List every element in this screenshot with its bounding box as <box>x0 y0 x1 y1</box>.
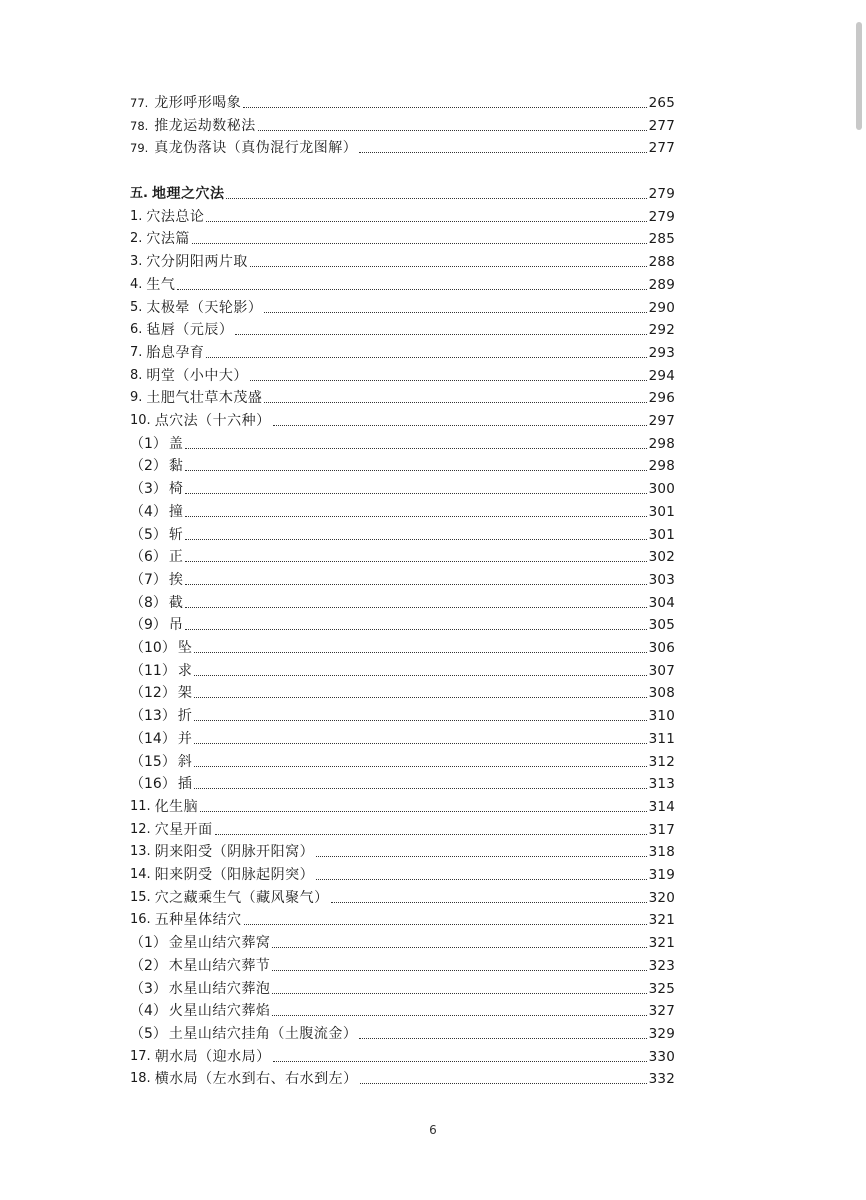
toc-entry-title: 横水局（左水到右、右水到左） <box>154 1071 358 1088</box>
toc-entry-page: 320 <box>648 889 675 906</box>
toc-entry-page: 298 <box>648 435 675 452</box>
toc-entry-title: 真龙伪落诀（真伪混行龙图解） <box>154 140 358 157</box>
toc-entry-number: 15. <box>130 889 151 905</box>
toc-entry[interactable] <box>130 680 675 702</box>
toc-entry[interactable] <box>130 363 675 385</box>
toc-entry-title: 推龙运劫数秘法 <box>154 117 256 134</box>
toc-entry[interactable] <box>130 385 675 407</box>
toc-entry-number: 79. <box>130 141 149 156</box>
dot-leader <box>185 492 646 494</box>
toc-entry-page: 314 <box>648 798 675 815</box>
toc-entry[interactable] <box>130 499 675 521</box>
dot-leader <box>185 583 646 585</box>
toc-entry-page: 290 <box>648 299 675 316</box>
toc-entry-number: 4. <box>130 276 143 292</box>
toc-entry-number: 8. <box>130 367 143 383</box>
toc-entry-number: （3） <box>130 980 167 997</box>
toc-entry[interactable] <box>130 703 675 725</box>
toc-entry-page: 312 <box>648 753 675 770</box>
section-heading[interactable] <box>130 181 675 203</box>
toc-entry-page: 321 <box>648 912 675 929</box>
toc-entry-number: 77. <box>130 96 149 110</box>
toc-entry[interactable] <box>130 1066 675 1088</box>
toc-entry[interactable] <box>130 113 675 135</box>
toc-entry[interactable] <box>130 907 675 929</box>
dot-leader <box>316 878 646 880</box>
dot-leader <box>185 515 646 517</box>
dot-leader <box>215 833 647 835</box>
toc-entry-title: 金星山结穴葬窝 <box>168 935 271 952</box>
toc-entry-number: （2） <box>130 957 167 974</box>
toc-entry-page: 300 <box>648 481 675 498</box>
toc-entry[interactable] <box>130 431 675 453</box>
toc-entry-page: 296 <box>648 390 675 407</box>
toc-entry-number: 14. <box>130 867 151 882</box>
toc-entry-title: 土肥气壮草木茂盛 <box>146 390 263 407</box>
dot-leader <box>194 674 646 676</box>
toc-entry-number: 9. <box>130 390 143 406</box>
toc-entry-title: 点穴法（十六种） <box>154 413 271 429</box>
toc-entry-page: 301 <box>648 503 675 520</box>
toc-entry-page: 279 <box>648 208 675 225</box>
toc-entry-title: 折 <box>177 708 193 725</box>
toc-entry-title: 穴星开面 <box>154 821 213 838</box>
toc-entry[interactable] <box>130 976 675 998</box>
toc-entry-number: 78. <box>130 118 149 133</box>
dot-leader <box>272 946 646 948</box>
dot-leader <box>185 447 646 449</box>
toc-entry-number: （6） <box>130 549 167 566</box>
toc-entry-title: 求 <box>177 662 193 679</box>
toc-entry-number: （7） <box>130 571 167 588</box>
toc-entry-title: 吊 <box>168 617 184 634</box>
toc-entry[interactable] <box>130 658 675 680</box>
toc-entry-number: （2） <box>130 458 167 475</box>
dot-leader <box>273 1060 647 1062</box>
toc-entry-number: （15） <box>130 753 176 770</box>
toc-entry-number: （8） <box>130 594 167 611</box>
scrollbar-thumb[interactable] <box>856 22 862 130</box>
toc-entry-number: 13. <box>130 844 151 860</box>
toc-entry-number: （16） <box>130 776 176 793</box>
toc-entry-page: 277 <box>648 117 675 134</box>
dot-leader <box>185 628 646 630</box>
toc-entry[interactable] <box>130 998 675 1020</box>
toc-entry-title: 明堂（小中大） <box>146 367 248 384</box>
toc-entry-page: 293 <box>648 344 675 361</box>
toc-entry-number: （13） <box>130 708 176 725</box>
toc-entry-page: 298 <box>648 458 675 475</box>
toc-entry-title: 毡唇（元辰） <box>146 322 234 339</box>
toc-entry[interactable] <box>130 135 675 157</box>
toc-entry-page: 317 <box>648 821 675 838</box>
toc-entry-page: 306 <box>648 640 675 656</box>
toc-entry[interactable] <box>130 590 675 612</box>
toc-entry[interactable] <box>130 476 675 498</box>
dot-leader <box>177 288 646 290</box>
toc-entry-title: 斩 <box>168 526 184 543</box>
toc-entry-page: 289 <box>648 276 675 293</box>
toc-entry-page: 297 <box>648 413 675 429</box>
toc-entry-number: 五. <box>130 186 148 201</box>
toc-entry[interactable] <box>130 930 675 952</box>
toc-entry-page: 332 <box>648 1071 675 1088</box>
toc-entry[interactable] <box>130 90 675 112</box>
toc-entry-page: 292 <box>648 322 675 339</box>
toc-entry-title: 插 <box>177 776 193 793</box>
toc-entry-number: 1. <box>130 208 143 224</box>
toc-entry[interactable] <box>130 226 675 248</box>
toc-entry-title: 阳来阴受（阳脉起阴突） <box>154 867 315 883</box>
toc-entry-page: 265 <box>648 95 675 111</box>
toc-entry-page: 311 <box>648 730 675 747</box>
toc-entry-page: 310 <box>648 708 675 725</box>
toc-entry-page: 307 <box>648 662 675 679</box>
toc-entry-title: 太极晕（天轮影） <box>146 299 263 316</box>
toc-entry-page: 288 <box>648 254 675 271</box>
dot-leader <box>243 106 646 108</box>
toc-entry[interactable] <box>130 544 675 566</box>
toc-entry-number: （9） <box>130 617 167 634</box>
toc-entry-title: 斜 <box>177 753 193 770</box>
toc-entry-title: 穴之藏乘生气（藏风聚气） <box>154 889 329 906</box>
toc-entry-title: 龙形呼形喝象 <box>154 95 242 111</box>
toc-entry-number: （10） <box>130 640 176 656</box>
dot-leader <box>185 469 646 471</box>
dot-leader <box>244 923 647 925</box>
toc-entry-title: 木星山结穴葬节 <box>168 957 271 974</box>
dot-leader <box>185 560 646 562</box>
toc-entry-page: 308 <box>648 685 675 702</box>
dot-leader <box>206 220 646 222</box>
toc-entry-page: 294 <box>648 367 675 384</box>
toc-entry[interactable] <box>130 635 675 657</box>
toc-entry[interactable] <box>130 1044 675 1066</box>
dot-leader <box>272 992 646 994</box>
toc-entry[interactable] <box>130 749 675 771</box>
dot-leader <box>316 855 646 857</box>
toc-entry-number: 12. <box>130 821 151 837</box>
toc-entry-title: 地理之穴法 <box>151 186 225 202</box>
toc-entry-title: 胎息孕育 <box>146 344 205 361</box>
toc-entry-title: 阴来阳受（阴脉开阳窝） <box>154 844 315 861</box>
toc-entry-number: （5） <box>130 526 167 543</box>
toc-entry-title: 并 <box>177 730 193 747</box>
toc-entry-page: 305 <box>648 617 675 634</box>
dot-leader <box>272 969 646 971</box>
toc-entry-number: （1） <box>130 435 167 452</box>
toc-entry-title: 朝水局（迎水局） <box>154 1048 271 1065</box>
toc-entry-title: 穴法篇 <box>146 231 190 248</box>
toc-entry-title: 化生脑 <box>154 798 199 815</box>
toc-entry-page: 329 <box>648 1025 675 1042</box>
toc-entry[interactable] <box>130 953 675 975</box>
toc-entry-page: 323 <box>648 957 675 974</box>
dot-leader <box>206 356 646 358</box>
toc-entry-title: 穴法总论 <box>146 208 205 225</box>
toc-entry[interactable] <box>130 408 675 430</box>
toc-entry-number: （4） <box>130 1003 167 1020</box>
dot-leader <box>360 1082 647 1084</box>
toc-entry-page: 279 <box>648 186 675 202</box>
toc-entry-number: （14） <box>130 730 176 747</box>
toc-entry-title: 撞 <box>168 503 184 520</box>
toc-entry-number: （12） <box>130 685 176 702</box>
toc-entry-title: 五种星体结穴 <box>154 912 242 929</box>
toc-entry[interactable] <box>130 340 675 362</box>
toc-entry[interactable] <box>130 204 675 226</box>
toc-entry-number: 2. <box>130 231 143 247</box>
toc-entry-number: 18. <box>130 1071 151 1087</box>
toc-entry-page: 304 <box>648 594 675 611</box>
dot-leader <box>194 651 646 653</box>
scrollbar[interactable] <box>854 0 862 1200</box>
toc-entry-page: 301 <box>648 526 675 543</box>
toc-entry-title: 水星山结穴葬泡 <box>168 980 271 997</box>
toc-entry[interactable] <box>130 272 675 294</box>
dot-leader <box>264 401 646 403</box>
dot-leader <box>192 242 647 244</box>
toc-entry-number: （4） <box>130 503 167 520</box>
toc-entry-number: （1） <box>130 935 167 952</box>
dot-leader <box>331 901 647 903</box>
toc-entry-number: 16. <box>130 912 151 928</box>
dot-leader <box>272 1014 646 1016</box>
toc-entry-page: 330 <box>648 1048 675 1065</box>
toc-entry-title: 架 <box>177 685 193 702</box>
toc-entry-page: 327 <box>648 1003 675 1020</box>
dot-leader <box>264 311 646 313</box>
dot-leader <box>185 606 646 608</box>
toc-entry[interactable] <box>130 249 675 271</box>
toc-entry-title: 正 <box>168 549 184 566</box>
dot-leader <box>194 765 646 767</box>
toc-entry-title: 生气 <box>146 276 176 293</box>
toc-entry[interactable] <box>130 612 675 634</box>
toc-entry[interactable] <box>130 317 675 339</box>
toc-entry-number: 17. <box>130 1048 151 1064</box>
toc-entry-title: 挨 <box>168 571 184 588</box>
toc-entry[interactable] <box>130 862 675 884</box>
toc-entry-title: 截 <box>168 594 184 611</box>
dot-leader <box>226 197 646 199</box>
toc-entry-title: 土星山结穴挂角（土腹流金） <box>168 1025 358 1042</box>
toc-entry[interactable] <box>130 453 675 475</box>
toc-entry-number: 7. <box>130 344 143 360</box>
toc-entry-page: 319 <box>648 867 675 883</box>
toc-entry-page: 285 <box>648 231 675 248</box>
dot-leader <box>194 742 646 744</box>
toc-entry[interactable] <box>130 295 675 317</box>
toc-entry-page: 277 <box>648 140 675 157</box>
toc-entry-title: 椅 <box>168 481 184 498</box>
dot-leader <box>194 696 646 698</box>
dot-leader <box>273 424 647 426</box>
toc-entry[interactable] <box>130 567 675 589</box>
dot-leader <box>359 151 646 153</box>
dot-leader <box>250 379 647 381</box>
toc-entry[interactable] <box>130 522 675 544</box>
dot-leader <box>194 719 646 721</box>
toc-entry-page: 318 <box>648 844 675 861</box>
toc-entry-title: 黏 <box>168 458 184 475</box>
toc-entry-page: 321 <box>648 935 675 952</box>
toc-entry-page: 303 <box>648 571 675 588</box>
toc-entry[interactable] <box>130 817 675 839</box>
toc-entry-title: 盖 <box>168 435 184 452</box>
dot-leader <box>250 265 647 267</box>
dot-leader <box>359 1037 646 1039</box>
toc-entry-number: 10. <box>130 413 151 428</box>
toc-entry[interactable] <box>130 771 675 793</box>
toc-entry-number: 6. <box>130 322 143 338</box>
toc-entry-number: （3） <box>130 481 167 498</box>
toc-entry-page: 313 <box>648 776 675 793</box>
dot-leader <box>185 538 646 540</box>
toc-entry-number: 5. <box>130 299 143 315</box>
toc-entry-page: 302 <box>648 549 675 566</box>
toc-entry-number: （11） <box>130 662 176 679</box>
dot-leader <box>194 787 646 789</box>
toc-entry-title: 火星山结穴葬焰 <box>168 1003 271 1020</box>
toc-entry[interactable] <box>130 1021 675 1043</box>
toc-entry-number: 3. <box>130 254 143 270</box>
toc-entry[interactable] <box>130 794 675 816</box>
toc-entry[interactable] <box>130 726 675 748</box>
toc-entry-page: 325 <box>648 980 675 997</box>
toc-entry[interactable] <box>130 885 675 907</box>
dot-leader <box>235 333 646 335</box>
toc-entry-number: 11. <box>130 798 151 814</box>
toc-entry-number: （5） <box>130 1025 167 1042</box>
toc-entry[interactable] <box>130 839 675 861</box>
toc-entry-title: 坠 <box>177 640 193 656</box>
dot-leader <box>200 810 646 812</box>
dot-leader <box>258 129 647 131</box>
page-number: 6 <box>429 1123 437 1137</box>
toc-entry-title: 穴分阴阳两片取 <box>146 254 248 271</box>
